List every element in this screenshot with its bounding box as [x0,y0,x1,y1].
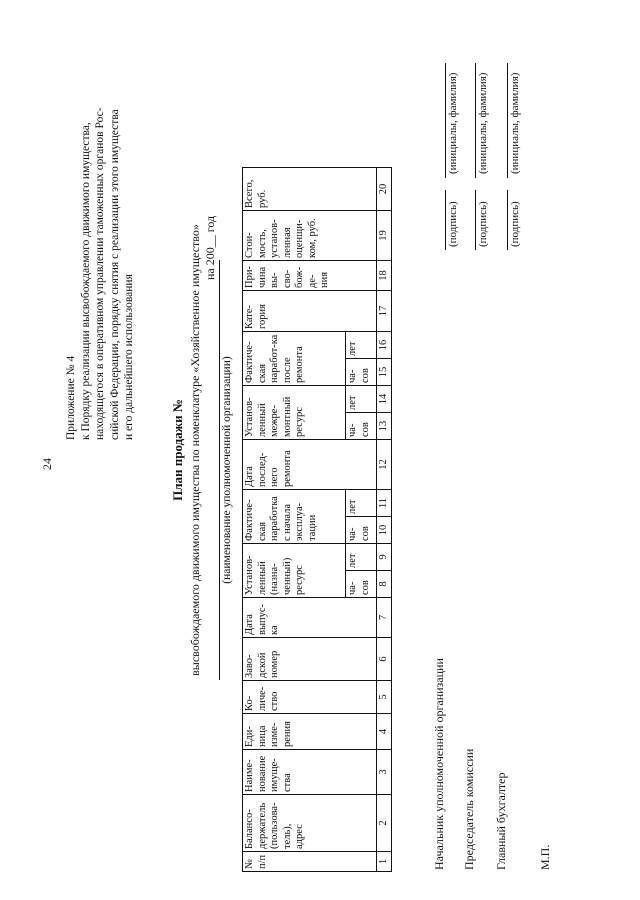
header-cell: Установ-ленный (назна-ченный) ресурс [243,544,346,598]
signature-line [445,190,446,250]
header-cell: Дата выпус-ка [243,598,377,638]
signature-title-accountant: Главный бухгалтер [494,772,508,870]
signature-caption: (подпись) [509,201,521,247]
signature-line [475,190,476,250]
document-page [20,10,620,890]
page-number: 24 [40,458,54,470]
appendix-header [64,10,137,440]
subheader-hours: ча-сов [346,359,377,386]
subheader-years: лет [346,544,377,571]
signature-title-head: Начальник уполномоченной организации [432,658,446,870]
subheader-hours: ча-сов [346,571,377,598]
signature-line [507,190,508,250]
plan-year-text: на 200__ год [203,215,217,280]
appendix-line: находящегося в оперативном управлении таможенных органов Рос- [94,107,106,440]
header-cell: Заво-дской номер [243,638,377,681]
signature-caption: (подпись) [447,201,459,247]
column-number: 18 [377,261,392,291]
column-number: 10 [377,517,392,544]
appendix-line: Приложение № 4 [65,355,77,440]
column-number: 12 [377,440,392,490]
subheader-years: лет [346,332,377,359]
subheader-hours: ча-сов [346,413,377,440]
column-number: 1 [377,852,392,872]
column-number: 15 [377,359,392,386]
header-cell: Стои-мость, установ-ленная оценщи-ком, руб. [243,211,377,261]
header-cell: Фактиче-ская наработ-ка после ремонта [243,332,346,386]
column-number: 19 [377,211,392,261]
plan-title: План продажи № [170,399,185,501]
name-caption: (инициалы, фамилия) [509,72,521,174]
signature-caption: (подпись) [477,201,489,247]
header-cell: Еди-ница изме-рения [243,714,377,750]
table-header-row [243,168,346,872]
header-cell: № п/п [243,852,377,872]
organization-caption: (наименование уполномоченной организации) [221,356,233,584]
column-number: 2 [377,795,392,852]
column-number: 11 [377,490,392,517]
appendix-line: к Порядку реализации высвобождаемого движимого имущества, [79,122,92,440]
column-number: 5 [377,681,392,714]
organization-name-line [219,260,220,680]
sales-plan-table [242,167,392,872]
column-number: 4 [377,714,392,750]
header-cell: Кате-гория [243,291,377,332]
subheader-years: лет [346,386,377,413]
column-number: 17 [377,291,392,332]
appendix-line: сийской Федерации, порядку снятия с реализации этого имущества [108,109,121,440]
stamp-placeholder: М.П. [538,844,552,870]
header-cell: Наиме-нование имуще-ства [243,750,377,795]
plan-subtitle: высвобождаемого движимого имущества по номенклатуре «Хозяйственное имущество» [188,224,202,676]
name-caption: (инициалы, фамилия) [447,72,459,174]
name-line [475,63,476,178]
subheader-years: лет [346,490,377,517]
column-number: 14 [377,386,392,413]
name-line [445,63,446,178]
column-number: 8 [377,571,392,598]
header-cell: Дата послед-него ремонта [243,440,377,490]
column-number: 7 [377,598,392,638]
appendix-line: и его дальнейшего использования [123,274,135,440]
header-cell: Установ-ленный межре-монтный ресурс [243,386,346,440]
column-number: 13 [377,413,392,440]
column-number: 16 [377,332,392,359]
name-caption: (инициалы, фамилия) [477,72,489,174]
column-number: 3 [377,750,392,795]
column-number: 20 [377,168,392,211]
column-number: 6 [377,638,392,681]
header-cell: Балансо-держатель (пользова-тель), адрес [243,795,377,852]
name-line [507,63,508,178]
header-cell: При-чина вы-сво-бож-де-ния [243,261,377,291]
header-cell: Всего, руб. [243,168,377,211]
header-cell: Ко-личе-ство [243,681,377,714]
table-column-numbers-row [377,168,392,872]
subheader-hours: ча-сов [346,517,377,544]
column-number: 9 [377,544,392,571]
signature-title-chairman: Председатель комиссии [462,748,476,870]
header-cell: Фактиче-ская наработка с начала эксплуа-тации [243,490,346,544]
